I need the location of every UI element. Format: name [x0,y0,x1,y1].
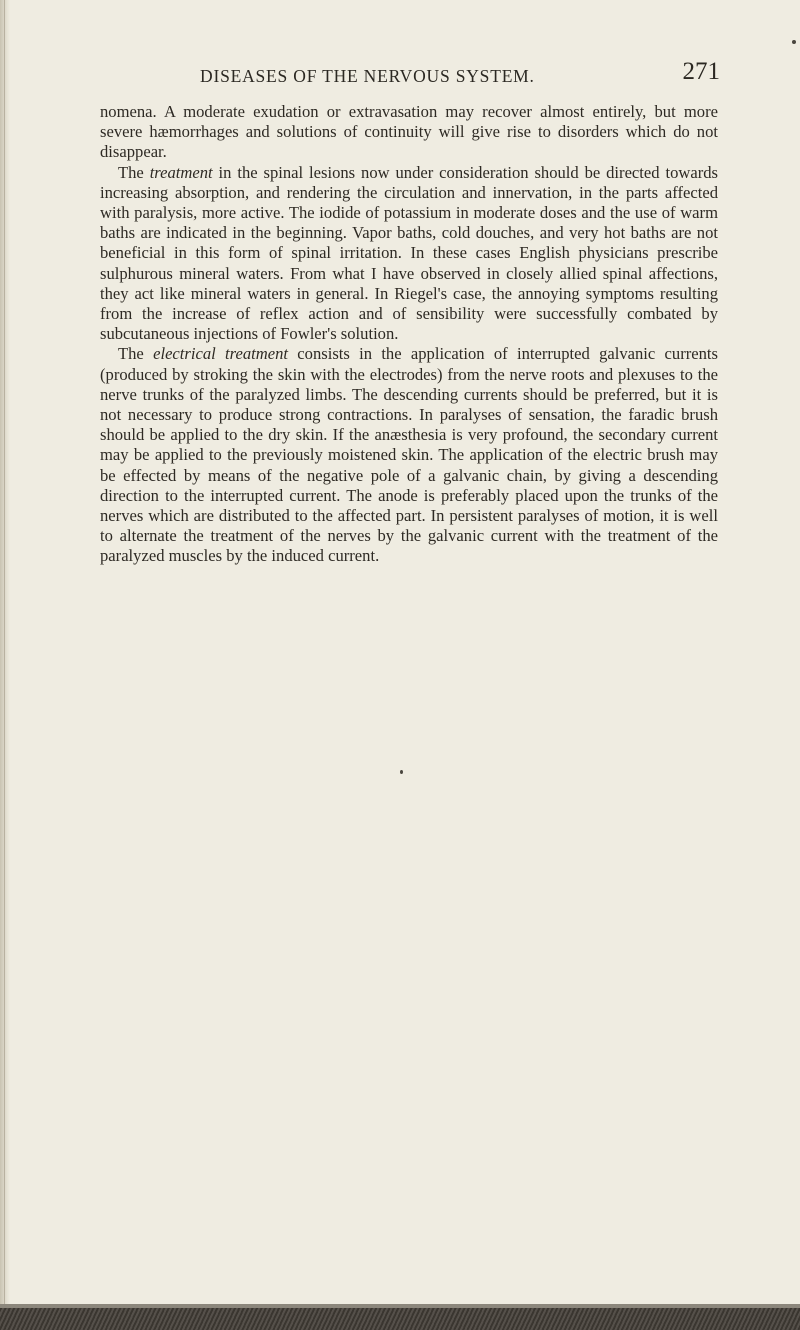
paragraph-1-text: nomena. A moderate exudation or extravasation may recover almost entirely, but more severe hæmorrhages and solutions of continuity will give rise to disorders which do not disappear. [100,102,718,162]
paragraph-3 [100,344,718,566]
paragraph-3-text: consists in the application of interrupted galvanic currents (produced by stroking the skin with the electrodes) from the nerve roots and plexuses to the nerve trunks of the paralyzed limbs. The descending currents should be preferred, but it is not necessary to produce strong contractions. In paralyses of sensation, the faradic brush should be applied to the dry skin. If the anæsthesia is very profound, the secondary current may be applied to the previously moistened skin. The application of the electric brush may be effected by means of the negative pole of a galvanic chain, by giving a descending direction to the interrupted current. The anode is preferably placed upon the trunks of the nerves which are distributed to the affected part. In persistent paralyses of motion, it is well to alternate the treatment of the nerves by the galvanic current with the treatment of the paralyzed muscles by the induced current. [100,344,718,566]
running-head [95,58,720,94]
body-text [100,102,718,567]
paragraph-3-lead: The [118,344,154,364]
paragraph-2-text: in the spinal lesions now under consideration should be directed towards increasing absorption, and rendering the circulation and innervation, in the parts affected with paralysis, more active. The iodide of potassium in moderate doses and the use of warm baths are indicated in the beginning. Vapor baths, cold douches, and very hot baths are not beneficial in this form of spinal irritation. In these cases English physicians prescribe sulphurous mineral waters. From what I have observed in closely allied spinal affections, they act like mineral waters in general. In Riegel's case, the annoying symptoms resulting from the increase of reflex action and of sensibility were successfully combated by subcutaneous injections of Fowler's solution. [100,162,718,344]
margin-dot [792,40,796,44]
stray-mark [400,770,403,774]
page-binding-edge [0,0,10,1330]
page-number: 271 [682,58,720,85]
italic-term-electrical-treatment: electrical treatment [153,344,289,364]
page-bottom-band [0,1308,800,1330]
running-head-title: DISEASES OF THE NERVOUS SYSTEM. [200,66,535,86]
italic-term-treatment: treatment [149,162,213,182]
paragraph-2 [100,163,718,345]
paragraph-1 [100,102,718,163]
paragraph-2-lead: The [118,162,150,182]
